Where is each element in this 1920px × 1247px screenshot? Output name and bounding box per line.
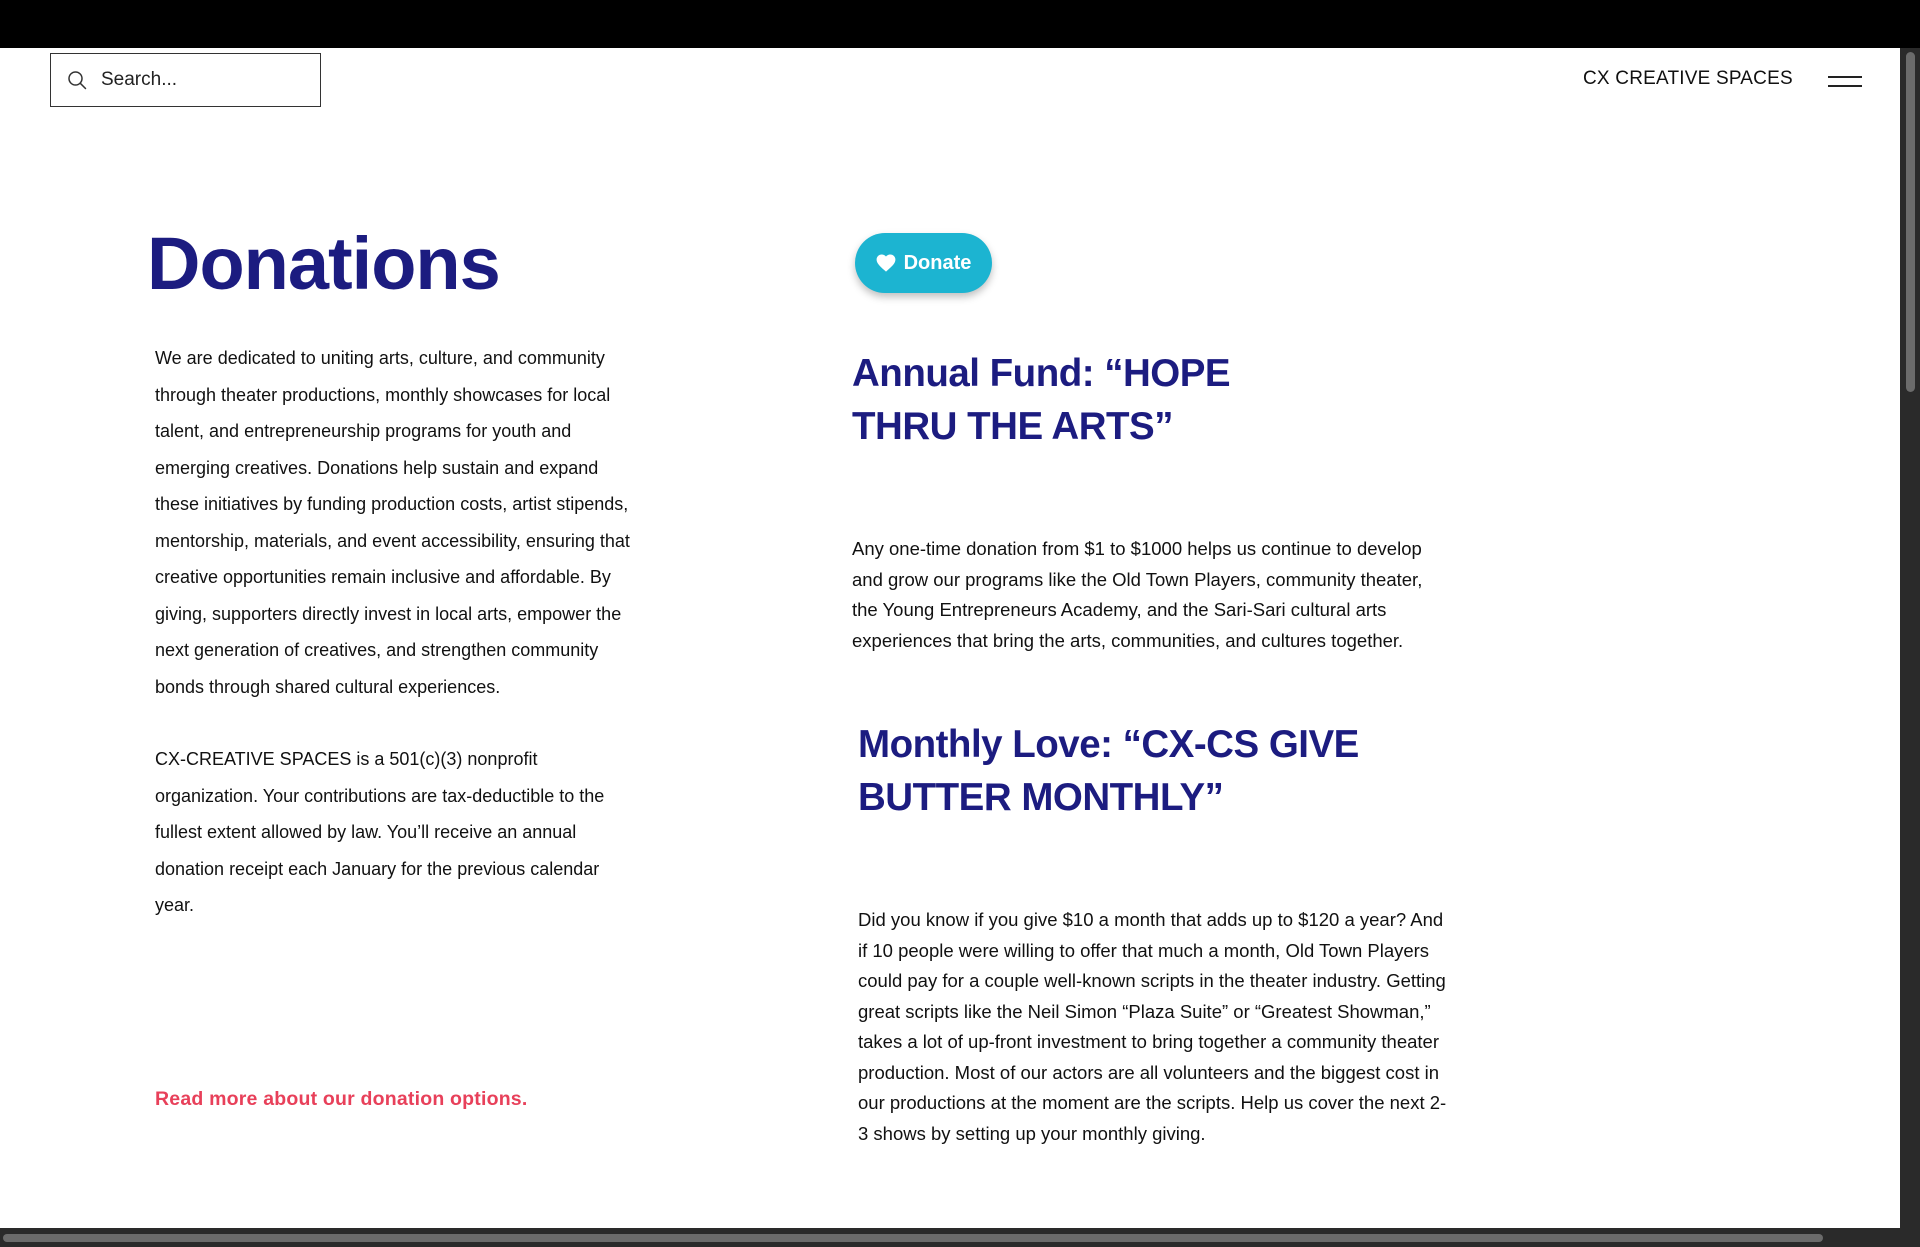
intro-paragraph: CX-CREATIVE SPACES is a 501(c)(3) nonprofit organization. Your contributions are tax-deductible to the fullest extent allowed by law. You’ll receive an annual donation receipt each January for the previous calendar year. bbox=[155, 749, 605, 915]
search-input[interactable] bbox=[99, 68, 303, 92]
annual-fund-title: Annual Fund: “HOPE THRU THE ARTS” bbox=[852, 352, 1231, 448]
horizontal-scrollbar[interactable] bbox=[0, 1228, 1920, 1247]
donate-button[interactable] bbox=[855, 233, 992, 293]
annual-fund-text: Any one-time donation from $1 to $1000 helps us continue to develop and grow our programs like the Old Town Players, community theater, the Young Entrepreneurs Academy, and the Sari-Sari cultural arts experiences that bring the arts, communities, and cultures together. bbox=[852, 538, 1423, 651]
page-viewport bbox=[0, 48, 1900, 1228]
horizontal-scrollbar-thumb[interactable] bbox=[3, 1234, 1823, 1242]
vertical-scrollbar-thumb[interactable] bbox=[1906, 52, 1915, 392]
vertical-scrollbar[interactable] bbox=[1900, 48, 1920, 1228]
heart-icon bbox=[876, 254, 896, 272]
page-title: Donations bbox=[147, 222, 500, 305]
intro-text bbox=[155, 340, 635, 960]
site-brand[interactable]: CX CREATIVE SPACES bbox=[1583, 68, 1793, 89]
hamburger-menu-icon[interactable] bbox=[1828, 76, 1862, 92]
monthly-love-text: Did you know if you give $10 a month that adds up to $120 a year? And if 10 people were willing to offer that much a month, Old Town Players could pay for a couple well-known scripts in the theater industry. Getting great scripts like the Neil Simon “Plaza Suite” or “Greatest Showman,” takes a lot of up-front investment to bring together a community theater production. Most of our actors are all volunteers and the biggest cost in our productions at the moment are the scripts. Help us cover the next 2-3 shows by setting up your monthly giving. bbox=[858, 909, 1447, 1144]
search-box[interactable] bbox=[50, 53, 321, 107]
search-icon bbox=[67, 70, 87, 90]
donate-button-label: Donate bbox=[903, 251, 972, 274]
monthly-love-title: Monthly Love: “CX-CS GIVE BUTTER MONTHLY” bbox=[858, 723, 1359, 819]
intro-paragraph: We are dedicated to uniting arts, culture, and community through theater productions, monthly showcases for local talent, and entrepreneurship programs for youth and emerging creatives. Donations help sustain and expand these initiatives by funding production costs, artist stipends, mentorship, materials, and event accessibility, ensuring that creative opportunities remain inclusive and affordable. By giving, supporters directly invest in local arts, empower the next generation of creatives, and strengthen community bonds through shared cultural experiences. bbox=[155, 348, 630, 697]
read-more-link[interactable]: Read more about our donation options. bbox=[155, 1088, 528, 1110]
